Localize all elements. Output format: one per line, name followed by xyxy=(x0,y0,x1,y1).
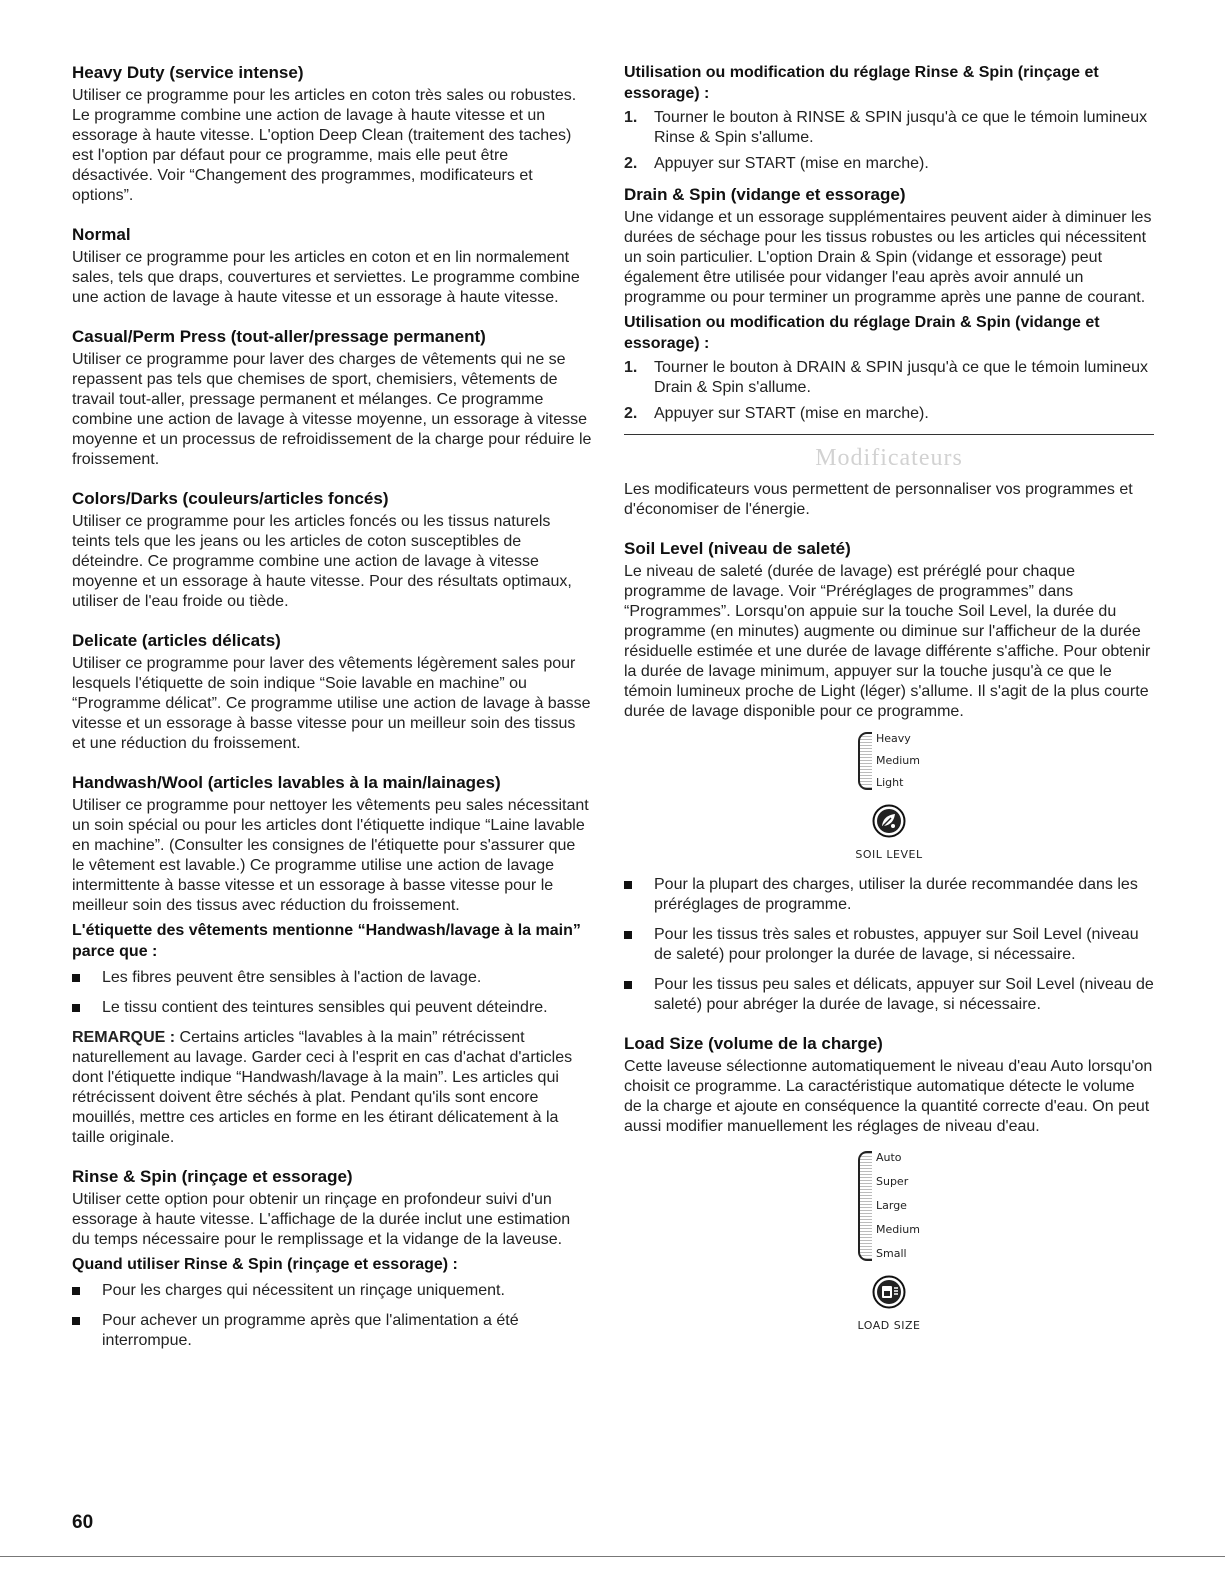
soil-level-scale xyxy=(858,732,920,790)
soil-level-text: Le niveau de saleté (durée de lavage) est préréglé pour chaque programme de lavage. Voir “Préréglages de programmes” dans “Programmes”. Lorsqu'on appuie sur la touche Soil Level, la durée du programme (en minutes) augmente ou diminue sur l'afficheur de la durée résiduelle estimée et une durée de lavage différente s'affiche. Pour obtenir la durée de lavage minimum, appuyer sur la touche jusqu'à ce que le témoin lumineux proche de Light (léger) s'allume. Il s'agit de la plus courte durée de lavage disponible pour ce programme. xyxy=(624,563,1151,720)
load-size-diagram xyxy=(624,1151,1154,1332)
scale-bracket xyxy=(858,732,872,790)
step-text: Tourner le bouton à RINSE & SPIN jusqu'à ce que le témoin lumineux Rinse & Spin s'allume. xyxy=(654,109,1148,146)
handwash-section xyxy=(72,772,592,1148)
level-label: Large xyxy=(876,1199,907,1212)
heavy-duty-text: Utiliser ce programme pour les articles en coton très sales ou robustes. Le programme combine une action de lavage à haute vitesse et un essorage à haute vitesse. L'option Deep Clean (traitement des taches) est l'option par défaut pour ce programme, mais elle peut être désactivée. Voir “Changement des programmes, modificateurs et options”. xyxy=(72,87,577,204)
level-label: Heavy xyxy=(876,732,911,745)
step-item xyxy=(624,358,1154,398)
list-item: Pour les charges qui nécessitent un rinçage uniquement. xyxy=(72,1281,592,1301)
list-item: Le tissu contient des teintures sensibles qui peuvent déteindre. xyxy=(72,998,592,1018)
colors-section xyxy=(72,488,592,612)
handwash-text: Utiliser ce programme pour nettoyer les vêtements peu sales nécessitant un soin spécial ou pour les articles dont l'étiquette indique “Laine lavable en machine”. (Consulter les consignes de l'étiquette pour s'assurer que le vêtement est lavable.) Ce programme utilise une action de lavage intermittente à basse vitesse et un essorage à basse vitesse pour le meilleur soin des tissus avec réduction du froissement. xyxy=(72,797,589,914)
delicate-section xyxy=(72,630,592,754)
level-label: Medium xyxy=(876,754,920,767)
level-label: Medium xyxy=(876,1223,920,1236)
soil-level-diagram xyxy=(624,732,1154,861)
casual-heading: Casual/Perm Press (tout-aller/pressage permanent) xyxy=(72,327,486,346)
rinse-spin-subheading: Quand utiliser Rinse & Spin (rinçage et essorage) : xyxy=(72,1256,458,1273)
normal-text: Utiliser ce programme pour les articles en coton et en lin normalement sales, tels que draps, couvertures et serviettes. Le programme combine une action de lavage à haute vitesse et un essorage à haute vitesse. xyxy=(72,249,580,306)
delicate-text: Utiliser ce programme pour laver des vêtements légèrement sales pour lesquels l'étiquette de soin indique “Soie lavable en machine” ou “Programme délicat”. Ce programme utilise une action de lavage à basse vitesse et un essorage à basse vitesse pour un meilleur soin des tissus et une réduction du froissement. xyxy=(72,655,591,752)
step-item xyxy=(624,154,1154,174)
heavy-duty-heading: Heavy Duty (service intense) xyxy=(72,63,304,82)
colors-heading: Colors/Darks (couleurs/articles foncés) xyxy=(72,489,389,508)
modifiers-intro-section xyxy=(624,480,1154,520)
soil-level-labels xyxy=(872,732,920,790)
colors-text: Utiliser ce programme pour les articles foncés ou les tissus naturels teints tels que les jeans ou les articles de coton susceptibles de déteindre. Ce programme combine une action de lavage à vitesse moyenne et un essorage à haute vitesse. Pour des résultats optimaux, utiliser de l'eau froide ou tiède. xyxy=(72,513,572,610)
rinse-use-steps xyxy=(624,108,1154,174)
remark-text: Certains articles “lavables à la main” rétrécissent naturellement au lavage. Garder ceci à l'esprit en cas d'achat d'articles dont l'étiquette indique “Handwash/lavage à la main”. Les articles qui rétrécissent doivent être séchés à plat. Pendant qu'ils sont encore mouillés, mettre ces articles en forme en les étirant délicatement à la taille originale. xyxy=(72,1029,573,1146)
drain-spin-heading: Drain & Spin (vidange et essorage) xyxy=(624,185,906,204)
rinse-spin-text: Utiliser cette option pour obtenir un rinçage en profondeur suivi d'un essorage à haute vitesse. L'affichage de la durée inclut une estimation du temps nécessaire pour le remplissage et la vidange de la laveuse. xyxy=(72,1191,571,1248)
step-item xyxy=(624,108,1154,148)
modifiers-intro: Les modificateurs vous permettent de personnaliser vos programmes et d'économiser de l'énergie. xyxy=(624,481,1133,518)
drain-spin-section xyxy=(624,184,1154,424)
level-label: Light xyxy=(876,776,904,789)
casual-section xyxy=(72,326,592,470)
step-number: 1. xyxy=(624,359,638,376)
list-item: Pour les tissus peu sales et délicats, appuyer sur Soil Level (niveau de saleté) pour abréger la durée de lavage, si nécessaire. xyxy=(624,975,1154,1015)
casual-text: Utiliser ce programme pour laver des charges de vêtements qui ne se repassent pas tels que chemises de sport, chemisiers, vêtements de travail tout-aller, pressage permanent et mélanges. Ce programme combine une action de lavage à vitesse moyenne, un essorage à vitesse moyenne et un processus de refroidissement de la charge pour réduire le froissement. xyxy=(72,351,592,468)
handwash-bullet-list xyxy=(72,968,592,1018)
soil-level-caption: SOIL LEVEL xyxy=(855,848,923,861)
soil-level-section xyxy=(624,538,1154,1015)
section-divider xyxy=(624,434,1154,435)
soil-level-knob-icon xyxy=(872,804,906,838)
drain-spin-subheading: Utilisation ou modification du réglage Drain & Spin (vidange et essorage) : xyxy=(624,314,1100,352)
left-column xyxy=(72,62,592,1369)
step-number: 2. xyxy=(624,155,638,172)
load-size-heading: Load Size (volume de la charge) xyxy=(624,1034,883,1053)
load-size-labels xyxy=(872,1151,920,1261)
level-label: Auto xyxy=(876,1151,902,1164)
step-item xyxy=(624,404,1154,424)
list-item: Pour achever un programme après que l'alimentation a été interrompue. xyxy=(72,1311,592,1351)
normal-heading: Normal xyxy=(72,225,131,244)
list-item: Pour les tissus très sales et robustes, appuyer sur Soil Level (niveau de saleté) pour prolonger la durée de lavage, si nécessaire. xyxy=(624,925,1154,965)
drain-spin-steps xyxy=(624,358,1154,424)
remark-label: REMARQUE : xyxy=(72,1029,176,1046)
handwash-heading: Handwash/Wool (articles lavables à la main/lainages) xyxy=(72,773,501,792)
page-number: 60 xyxy=(72,1512,94,1533)
list-item: Pour la plupart des charges, utiliser la durée recommandée dans les préréglages de programme. xyxy=(624,875,1154,915)
right-column xyxy=(624,62,1154,1346)
scale-bracket xyxy=(858,1151,872,1261)
delicate-heading: Delicate (articles délicats) xyxy=(72,631,281,650)
load-size-section xyxy=(624,1033,1154,1332)
step-text: Appuyer sur START (mise en marche). xyxy=(654,405,929,422)
remark-paragraph xyxy=(72,1028,592,1148)
handwash-subheading: L'étiquette des vêtements mentionne “Handwash/lavage à la main” parce que : xyxy=(72,922,581,960)
heavy-duty-section xyxy=(72,62,592,206)
load-size-text: Cette laveuse sélectionne automatiquement le niveau d'eau Auto lorsqu'on choisit ce programme. La caractéristique automatique détecte le volume de la charge et ajoute en conséquence la quantité correcte d'eau. On peut aussi modifier manuellement les réglages de niveau d'eau. xyxy=(624,1058,1153,1135)
soil-level-bullet-list xyxy=(624,875,1154,1015)
level-label: Small xyxy=(876,1247,907,1260)
step-text: Tourner le bouton à DRAIN & SPIN jusqu'à ce que le témoin lumineux Drain & Spin s'allume. xyxy=(654,359,1148,396)
modifiers-heading: Modificateurs xyxy=(815,445,963,471)
step-number: 1. xyxy=(624,109,638,126)
rinse-spin-heading: Rinse & Spin (rinçage et essorage) xyxy=(72,1167,353,1186)
soil-level-heading: Soil Level (niveau de saleté) xyxy=(624,539,851,558)
rinse-use-section xyxy=(624,62,1154,174)
list-item: Les fibres peuvent être sensibles à l'action de lavage. xyxy=(72,968,592,988)
rinse-spin-section xyxy=(72,1166,592,1351)
rinse-spin-bullet-list xyxy=(72,1281,592,1351)
load-size-knob-icon xyxy=(872,1275,906,1309)
bottom-rule xyxy=(0,1556,1225,1557)
rinse-use-subheading: Utilisation ou modification du réglage Rinse & Spin (rinçage et essorage) : xyxy=(624,64,1099,102)
step-number: 2. xyxy=(624,405,638,422)
load-size-scale xyxy=(858,1151,920,1261)
step-text: Appuyer sur START (mise en marche). xyxy=(654,155,929,172)
load-size-caption: LOAD SIZE xyxy=(857,1319,921,1332)
level-label: Super xyxy=(876,1175,909,1188)
drain-spin-text: Une vidange et un essorage supplémentaires peuvent aider à diminuer les durées de séchage pour les tissus robustes ou les articles qui nécessitent un soin particulier. L'option Drain & Spin (vidange et essorage) peut également être utilisée pour vidanger l'eau après avoir annulé un programme ou pour terminer un programme après une panne de courant. xyxy=(624,209,1152,306)
normal-section xyxy=(72,224,592,308)
